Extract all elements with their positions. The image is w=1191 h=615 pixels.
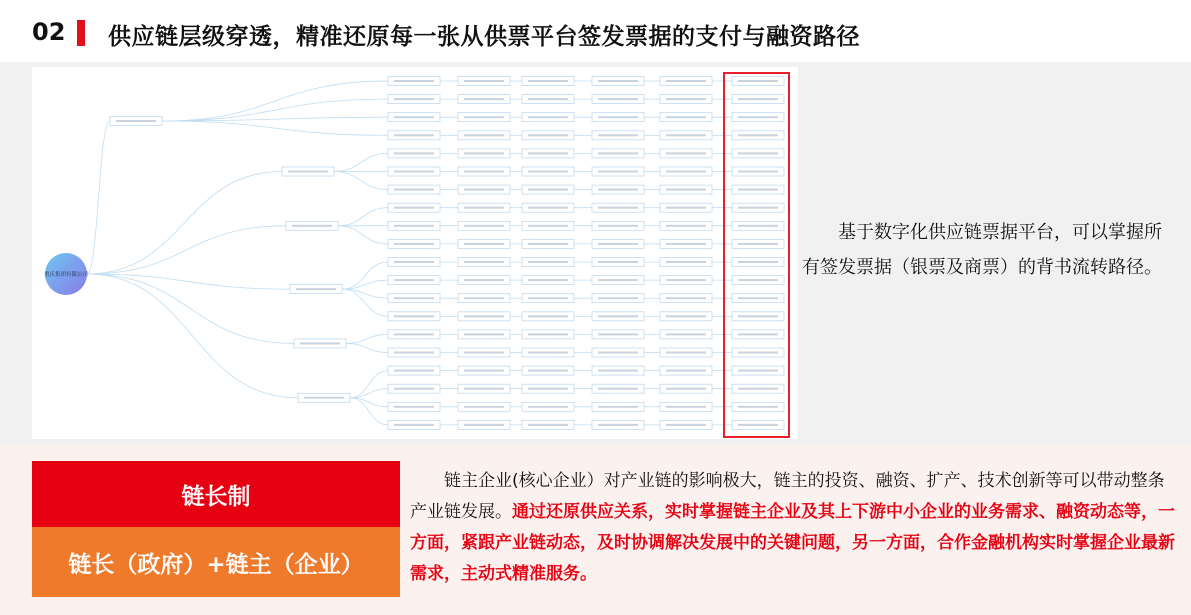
tree-node-text-placeholder xyxy=(666,370,706,372)
chain-system-label: 链长制 xyxy=(181,483,251,510)
tree-node-text-placeholder xyxy=(598,134,638,136)
tree-node-text-placeholder xyxy=(464,207,504,209)
tree-node-text-placeholder xyxy=(666,98,706,100)
tree-node-text-placeholder xyxy=(394,333,434,335)
tree-node-text-placeholder xyxy=(394,225,434,227)
tree-node-text-placeholder xyxy=(598,80,638,82)
tree-link xyxy=(338,208,388,226)
tree-node-text-placeholder xyxy=(464,261,504,263)
tree-node-text-placeholder xyxy=(300,342,340,344)
tree-node-text-placeholder xyxy=(292,225,332,227)
tree-node-text-placeholder xyxy=(394,424,434,426)
tree-node-text-placeholder xyxy=(598,243,638,245)
tree-node-text-placeholder xyxy=(666,152,706,154)
tree-node-text-placeholder xyxy=(394,315,434,317)
tree-node-text-placeholder xyxy=(528,171,568,173)
tree-node-text-placeholder xyxy=(666,171,706,173)
tree-link xyxy=(334,172,388,190)
platform-description: 基于数字化供应链票据平台，可以掌握所有签发票据（银票及商票）的背书流转路径。 xyxy=(802,222,1162,278)
tree-node-text-placeholder xyxy=(666,333,706,335)
tree-node-text-placeholder xyxy=(666,116,706,118)
tree-node-text-placeholder xyxy=(666,225,706,227)
tree-node-text-placeholder xyxy=(394,297,434,299)
tree-node-text-placeholder xyxy=(666,243,706,245)
tree-node-text-placeholder xyxy=(464,424,504,426)
tree-node-text-placeholder xyxy=(394,116,434,118)
tree-link xyxy=(162,121,388,135)
tree-node-text-placeholder xyxy=(464,333,504,335)
tree-node-text-placeholder xyxy=(666,424,706,426)
tree-node-text-placeholder xyxy=(464,80,504,82)
tree-link xyxy=(87,121,110,274)
tree-node-text-placeholder xyxy=(528,261,568,263)
tree-link xyxy=(162,117,388,121)
tree-node-text-placeholder xyxy=(598,98,638,100)
tree-node-text-placeholder xyxy=(598,297,638,299)
chain-leader-paragraph xyxy=(410,466,1176,590)
tree-node-text-placeholder xyxy=(464,225,504,227)
paragraph-highlight-text: 通过还原供应关系，实时掌握链主企业及其上下游中小企业的业务需求、融资动态等，一方面，紧跟产业链动态，及时协调解决发展中的关键问题，另一方面，合作金融机构实时掌握企业最新需求，主动式精准服务。 xyxy=(410,502,1175,584)
tree-node-text-placeholder xyxy=(666,80,706,82)
tree-link xyxy=(342,289,388,316)
tree-node-text-placeholder xyxy=(304,397,344,399)
supply-chain-tree-panel xyxy=(32,67,798,439)
tree-node-text-placeholder xyxy=(598,406,638,408)
tree-node-text-placeholder xyxy=(464,98,504,100)
tree-link xyxy=(87,226,286,274)
tree-link xyxy=(346,334,388,343)
tree-node-text-placeholder xyxy=(394,80,434,82)
tree-node-text-placeholder xyxy=(394,279,434,281)
tree-node-text-placeholder xyxy=(528,152,568,154)
tree-node-text-placeholder xyxy=(528,333,568,335)
tree-node-text-placeholder xyxy=(666,207,706,209)
tree-node-text-placeholder xyxy=(598,171,638,173)
tree-node-text-placeholder xyxy=(528,189,568,191)
chain-roles-banner xyxy=(32,527,400,597)
root-company-label: 重庆集团有限公司 xyxy=(43,272,89,278)
tree-node-text-placeholder xyxy=(528,352,568,354)
tree-node-text-placeholder xyxy=(528,116,568,118)
tree-node-text-placeholder xyxy=(464,116,504,118)
tree-node-text-placeholder xyxy=(598,388,638,390)
tree-link xyxy=(162,81,388,121)
section-number: 02 xyxy=(32,18,66,46)
tree-node-text-placeholder xyxy=(394,189,434,191)
tree-node-text-placeholder xyxy=(528,297,568,299)
tree-node-text-placeholder xyxy=(528,134,568,136)
tree-node-text-placeholder xyxy=(666,297,706,299)
tree-node-text-placeholder xyxy=(528,370,568,372)
tree-node-text-placeholder xyxy=(464,406,504,408)
tree-node-text-placeholder xyxy=(598,279,638,281)
paragraph-normal-text: 链主企业(核心企业）对产业链的影响极大，链主的投资、融资、扩产、技术创新等可以带动整条产业链发展。 xyxy=(410,471,1165,522)
tree-node-text-placeholder xyxy=(598,370,638,372)
tree-link xyxy=(338,226,388,244)
tree-node-text-placeholder xyxy=(464,370,504,372)
tree-node-text-placeholder xyxy=(666,279,706,281)
supply-chain-tree-diagram xyxy=(32,67,798,439)
chain-system-banner xyxy=(32,461,400,527)
tree-node-text-placeholder xyxy=(528,80,568,82)
tree-node-text-placeholder xyxy=(464,279,504,281)
tree-node-text-placeholder xyxy=(598,189,638,191)
tree-node-text-placeholder xyxy=(464,388,504,390)
tree-node-text-placeholder xyxy=(464,297,504,299)
tree-node-text-placeholder xyxy=(528,315,568,317)
tree-link xyxy=(334,153,388,171)
tree-node-text-placeholder xyxy=(666,388,706,390)
tree-node-text-placeholder xyxy=(528,388,568,390)
tree-node-text-placeholder xyxy=(666,315,706,317)
tree-node-text-placeholder xyxy=(394,388,434,390)
tree-node-text-placeholder xyxy=(394,98,434,100)
tree-node-text-placeholder xyxy=(598,116,638,118)
tree-node-text-placeholder xyxy=(598,225,638,227)
chain-roles-label: 链长（政府）+链主（企业） xyxy=(68,551,364,578)
tree-node-text-placeholder xyxy=(528,98,568,100)
tree-node-text-placeholder xyxy=(528,279,568,281)
tree-node-text-placeholder xyxy=(464,171,504,173)
tree-node-text-placeholder xyxy=(394,207,434,209)
tree-node-text-placeholder xyxy=(528,243,568,245)
tree-link xyxy=(346,343,388,352)
tree-node-text-placeholder xyxy=(464,134,504,136)
tree-node-text-placeholder xyxy=(528,424,568,426)
page-title: 供应链层级穿透，精准还原每一张从供票平台签发票据的支付与融资路径 xyxy=(108,24,860,50)
tree-node-text-placeholder xyxy=(394,261,434,263)
tree-node-text-placeholder xyxy=(528,406,568,408)
tree-node-text-placeholder xyxy=(598,315,638,317)
endorsement-highlight-box xyxy=(723,72,790,438)
page-header xyxy=(0,0,1191,62)
tree-link xyxy=(87,172,282,275)
tree-node-text-placeholder xyxy=(464,152,504,154)
tree-node-text-placeholder xyxy=(464,352,504,354)
tree-node-text-placeholder xyxy=(598,207,638,209)
tree-node-text-placeholder xyxy=(666,189,706,191)
tree-node-text-placeholder xyxy=(598,424,638,426)
tree-node-text-placeholder xyxy=(666,261,706,263)
title-accent-bar xyxy=(77,20,85,46)
tree-node-text-placeholder xyxy=(288,171,328,173)
tree-node-text-placeholder xyxy=(598,152,638,154)
tree-node-text-placeholder xyxy=(666,134,706,136)
tree-node-text-placeholder xyxy=(116,120,156,122)
tree-link xyxy=(342,262,388,289)
tree-node-text-placeholder xyxy=(598,333,638,335)
tree-node-text-placeholder xyxy=(666,352,706,354)
tree-node-text-placeholder xyxy=(394,243,434,245)
tree-node-text-placeholder xyxy=(598,261,638,263)
tree-node-text-placeholder xyxy=(394,352,434,354)
tree-link xyxy=(350,398,388,425)
tree-node-text-placeholder xyxy=(464,243,504,245)
tree-node-text-placeholder xyxy=(394,171,434,173)
tree-node-text-placeholder xyxy=(394,152,434,154)
tree-node-text-placeholder xyxy=(464,189,504,191)
tree-link xyxy=(350,371,388,398)
tree-node-text-placeholder xyxy=(528,225,568,227)
tree-node-text-placeholder xyxy=(394,134,434,136)
tree-link xyxy=(87,274,298,398)
tree-node-text-placeholder xyxy=(464,315,504,317)
tree-node-text-placeholder xyxy=(666,406,706,408)
tree-node-text-placeholder xyxy=(394,406,434,408)
tree-node-text-placeholder xyxy=(296,288,336,290)
tree-node-text-placeholder xyxy=(598,352,638,354)
tree-node-text-placeholder xyxy=(528,207,568,209)
tree-node-text-placeholder xyxy=(394,370,434,372)
